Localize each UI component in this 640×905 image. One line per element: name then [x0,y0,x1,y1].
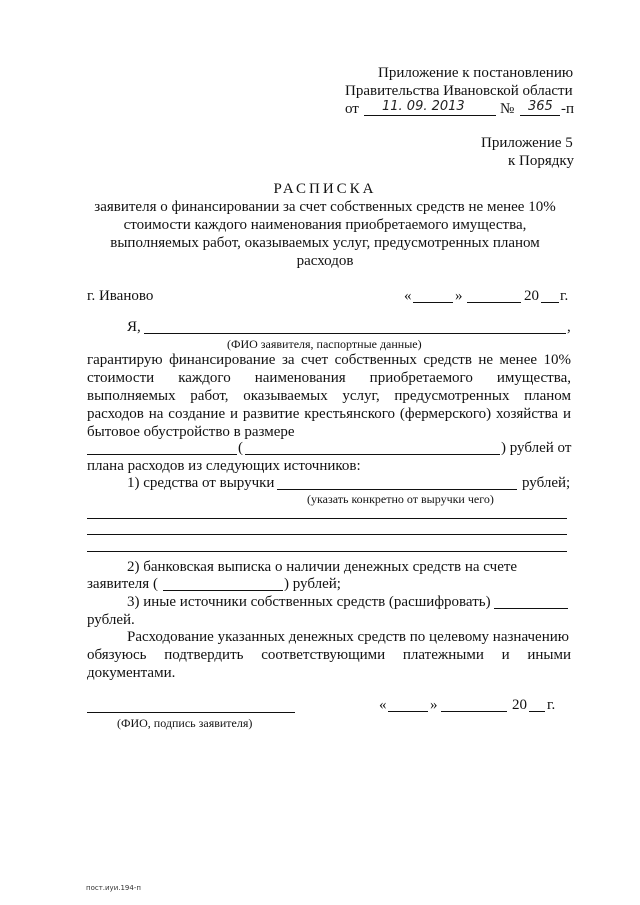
appendix-line-2: Правительства Ивановской области [345,83,573,99]
fio-blank [144,333,566,334]
signature-date-month-blank [441,711,507,712]
i-end-comma: , [567,319,571,335]
paragraph-line-2: стоимости каждого наименования приобретаемого имущества, [87,370,571,386]
item1-detail-line-3 [87,551,567,552]
number-underline [520,115,560,116]
date-year-suffix: г. [560,288,569,304]
city: г. Иваново [87,288,154,304]
footer-code: пост.иуи.194-п [86,884,141,892]
appendix5-line-1: Приложение 5 [481,135,573,151]
signature-date-open-quote: « [379,697,387,713]
date-underline [364,115,496,116]
amount-open-paren: ( [238,440,243,456]
signature-year-suffix: г. [547,697,556,713]
amount-blank-1 [87,454,237,455]
paragraph-line-5: бытовое обустройство в размере [87,424,295,440]
paragraph-line-3: выполняемых работ, оказываемых услуг, предусмотренных планом [87,388,571,404]
final-line-3: документами. [87,665,176,681]
paragraph-line-4: расходов на создание и развитие крестьянского (фермерского) хозяйства и [87,406,571,422]
signature-caption: (ФИО, подпись заявителя) [117,716,253,730]
subtitle-line-2: стоимости каждого наименования приобретаемого имущества, [123,217,527,233]
item1-blank [277,489,517,490]
number-prefix: № [500,101,515,117]
subtitle-line-4: расходов [296,253,354,269]
signature-blank [87,712,295,713]
handwritten-number: 365 [528,99,553,114]
amount-words-blank [245,454,500,455]
final-line-1: Расходование указанных денежных средств по целевому назначению [127,629,569,645]
date-day-blank [413,302,453,303]
date-year-blank [541,302,559,303]
date-year-prefix: 20 [524,288,539,304]
document-title: РАСПИСКА [273,181,377,197]
amount-close: ) рублей от [501,440,572,456]
item3-blank [494,608,568,609]
date-prefix: от [345,101,359,117]
item2-line-1: 2) банковская выписка о наличии денежных средств на счете [127,559,518,575]
date-open-quote: « [404,288,412,304]
subtitle-line-1: заявителя о финансировании за счет собственных средств не менее 10% [94,199,556,215]
item1-end: рублей; [522,475,571,491]
item1-label: 1) средства от выручки [127,475,275,491]
item2-line-2a: заявителя ( [87,576,158,592]
plan-line: плана расходов из следующих источников: [87,458,361,474]
paragraph-line-1: гарантирую финансирование за счет собственных средств не менее 10% [87,352,571,368]
final-line-2: обязуюсь подтвердить соответствующими платежными и иными [87,647,571,663]
item3-line-1: 3) иные источники собственных средств (расшифровать) [127,594,491,610]
signature-date-close-quote: » [430,697,438,713]
item1-detail-line-1 [87,518,567,519]
item1-caption: (указать конкретно от выручки чего) [307,492,494,506]
item3-line-2: рублей. [87,612,135,628]
appendix-line-1: Приложение к постановлению [378,65,574,81]
handwritten-date: 11. 09. 2013 [382,99,465,114]
signature-year-blank [529,711,545,712]
date-close-quote: » [455,288,463,304]
item1-detail-line-2 [87,534,567,535]
appendix5-line-2: к Порядку [508,153,574,169]
number-suffix: -п [561,101,575,117]
item2-line-2b: ) рублей; [284,576,341,592]
subtitle-line-3: выполняемых работ, оказываемых услуг, предусмотренных планом [110,235,540,251]
i-label: Я, [127,319,141,335]
fio-caption: (ФИО заявителя, паспортные данные) [227,337,422,351]
signature-year-prefix: 20 [512,697,527,713]
item2-amount-blank [163,590,283,591]
date-month-blank [467,302,521,303]
signature-date-day-blank [388,711,428,712]
